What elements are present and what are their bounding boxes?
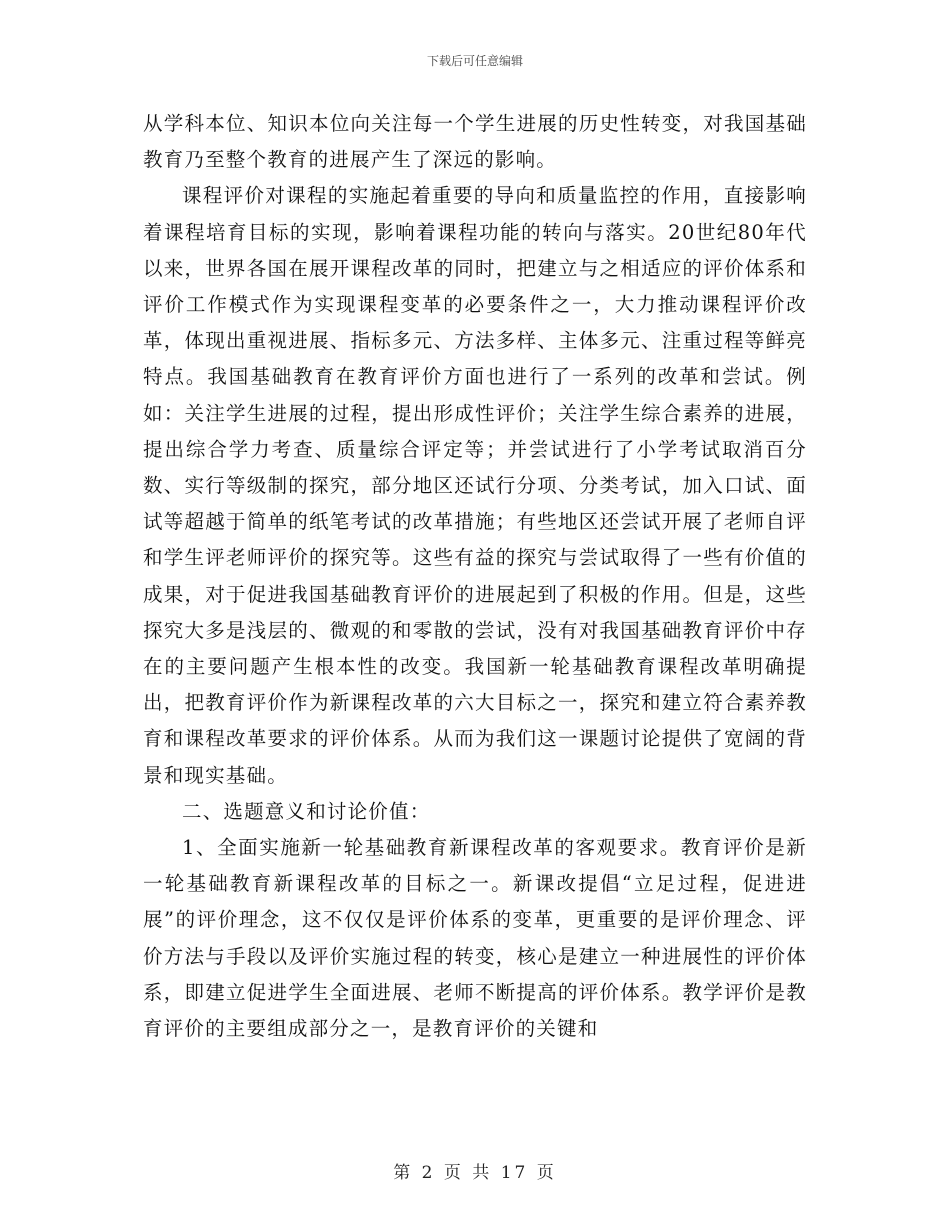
- body-text: [143, 106, 807, 1047]
- paragraph-significance: 1、全面实施新一轮基础教育新课程改革的客观要求。教育评价是新一轮基础教育新课程改革的目标之一。新课改提倡“立足过程，促进进展”的评价理念，这不仅仅是评价体系的变革，更重要的是评价理念、评价方法与手段以及评价实施过程的转变，核心是建立一种进展性的评价体系，即建立促进学生全面进展、老师不断提高的评价体系。教学评价是教育评价的主要组成部分之一，是教育评价的关键和: [143, 836, 807, 1041]
- page-header: 下载后可任意编辑: [426, 54, 523, 68]
- section-heading: 二、选题意义和讨论价值：: [182, 799, 431, 823]
- page-number-footer: 第 2 页 共 17 页: [393, 1163, 557, 1183]
- paragraph-continuation: 从学科本位、知识本位向关注每一个学生进展的历史性转变，对我国基础教育乃至整个教育的进展产生了深远的影响。: [143, 112, 807, 172]
- paragraph-curriculum-evaluation: 课程评价对课程的实施起着重要的导向和质量监控的作用，直接影响着课程培育目标的实现，影响着课程功能的转向与落实。20世纪80年代以来，世界各国在展开课程改革的同时，把建立与之相适应的评价体系和评价工作模式作为实现课程变革的必要条件之一，大力推动课程评价改革，体现出重视进展、指标多元、方法多样、主体多元、注重过程等鲜亮特点。我国基础教育在教育评价方面也进行了一系列的改革和尝试。例如：关注学生进展的过程，提出形成性评价；关注学生综合素养的进展，提出综合学力考查、质量综合评定等；并尝试进行了小学考试取消百分数、实行等级制的探究，部分地区还试行分项、分类考试，加入口试、面试等超越于简单的纸笔考试的改革措施；有些地区还尝试开展了老师自评和学生评老师评价的探究等。这些有益的探究与尝试取得了一些有价值的成果，对于促进我国基础教育评价的进展起到了积极的作用。但是，这些探究大多是浅层的、微观的和零散的尝试，没有对我国基础教育评价中存在的主要问题产生根本性的改变。我国新一轮基础教育课程改革明确提出，把教育评价作为新课程改革的六大目标之一，探究和建立符合素养教育和课程改革要求的评价体系。从而为我们这一课题讨论提供了宽阔的背景和现实基础。: [143, 184, 807, 787]
